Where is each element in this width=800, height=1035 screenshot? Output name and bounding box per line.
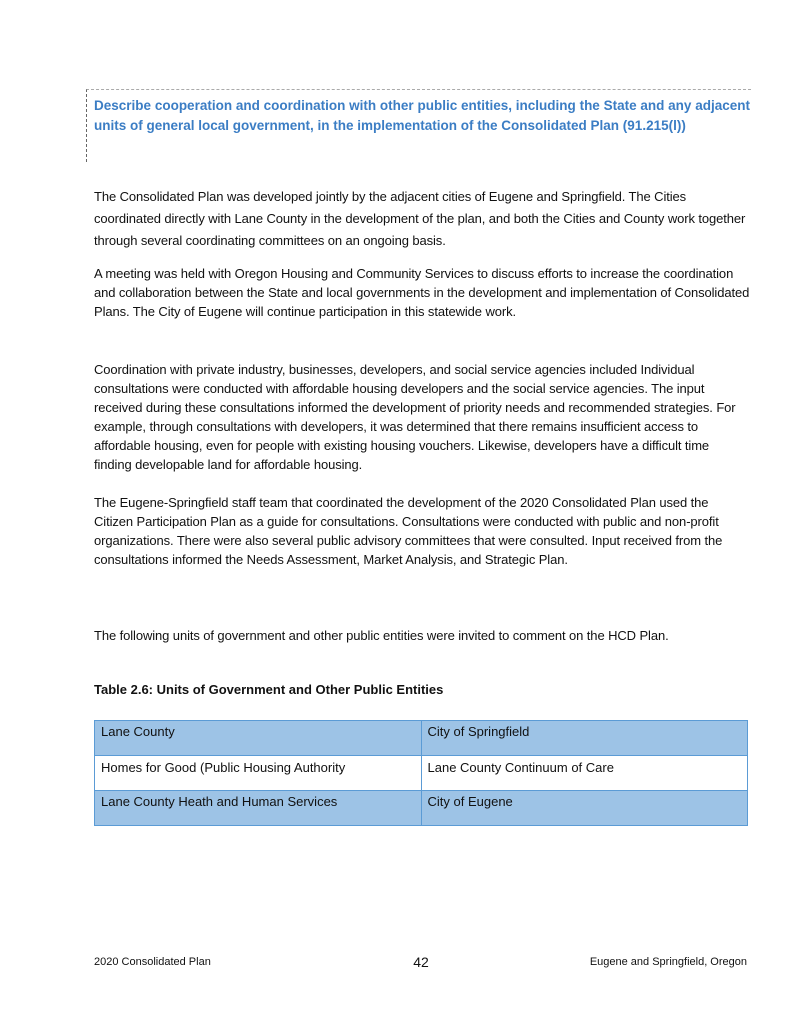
section-heading: Describe cooperation and coordination with other public entities, including the State and any adjacent units of general local government, in the implementation of the Consolidated Plan (91.215(l)) <box>94 98 750 133</box>
table-row <box>95 756 748 791</box>
table-title: Table 2.6: Units of Government and Other Public Entities <box>94 682 444 697</box>
entities-table <box>94 720 748 826</box>
table-row <box>95 721 748 756</box>
table-cell: City of Eugene <box>421 791 748 826</box>
footer-left: 2020 Consolidated Plan <box>94 956 211 968</box>
paragraph-3: Coordination with private industry, businesses, developers, and social service agencies included Individual consultations were conducted with affordable housing developers and the social service agencies. The input received during these consultations informed the development of priority needs and recommended strategies. For example, through consultations with developers, it was determined that there remains insufficient access to affordable housing, even for people with existing housing vouchers. Likewise, developers have a difficult time finding developable land for affordable housing. <box>94 362 736 472</box>
table-cell: Lane County <box>95 721 422 756</box>
table-cell: Homes for Good (Public Housing Authority <box>95 756 422 791</box>
page-number: 42 <box>413 954 429 970</box>
paragraph-2: A meeting was held with Oregon Housing and Community Services to discuss efforts to increase the coordination and collaboration between the State and local governments in the development and implementation of Consolidated Plans. The City of Eugene will continue participation in this statewide work. <box>94 266 750 319</box>
footer-right: Eugene and Springfield, Oregon <box>589 956 747 968</box>
table-row <box>95 791 748 826</box>
paragraph-1: The Consolidated Plan was developed jointly by the adjacent cities of Eugene and Springfield. The Cities coordinated directly with Lane County in the development of the plan, and both the Cities and County work together through several coordinating committees on an ongoing basis. <box>94 189 746 248</box>
table-cell: Lane County Continuum of Care <box>421 756 748 791</box>
table-cell: City of Springfield <box>421 721 748 756</box>
paragraph-5: The following units of government and other public entities were invited to comment on the HCD Plan. <box>94 628 669 643</box>
paragraph-4: The Eugene-Springfield staff team that coordinated the development of the 2020 Consolidated Plan used the Citizen Participation Plan as a guide for consultations. Consultations were conducted with public and non-profit organizations. There were also several public advisory committees that were consulted. Input received from the consultations informed the Needs Assessment, Market Analysis, and Strategic Plan. <box>94 495 723 567</box>
table-cell: Lane County Heath and Human Services <box>95 791 422 826</box>
